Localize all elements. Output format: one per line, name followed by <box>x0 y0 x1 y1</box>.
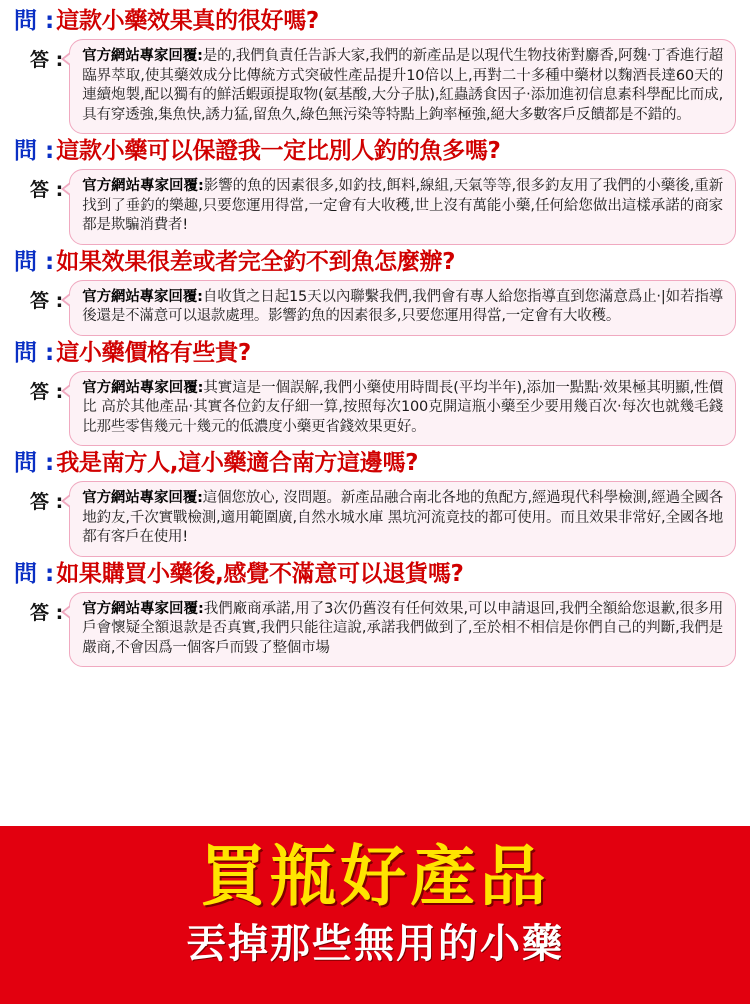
answer-bubble <box>69 371 736 447</box>
faq-answer-row <box>14 371 736 447</box>
faq-question-row <box>14 249 736 275</box>
expert-prefix: 官方網站專家回覆: <box>82 600 204 617</box>
answer-bubble <box>69 280 736 336</box>
footer-subheadline: 丟掉那些無用的小藥 <box>186 921 564 967</box>
expert-prefix: 官方網站專家回覆: <box>82 490 203 506</box>
question-label: 問 : <box>14 339 55 366</box>
question-text: 我是南方人,這小藥適合南方這邊嗎? <box>56 450 419 476</box>
answer-text: 是的,我們負責任告訴大家,我們的新產品是以現代生物技術對麝香,阿魏‧丁香進行超臨界萃取,使其藥效成分比傳統方式突破性產品提升10倍以上,再對二十多種中藥材以麴酒長達60天的連續炮製,配以獨有的鮮活蝦頭提取物(氨基酸,大分子肽),紅蟲誘食因子‧添加進初信息素科學配比而成,具有穿透強,集魚快,誘力猛,留魚久,綠色無污染等特點上鉤率極強,絕大多數客戶反饋都是不錯的。 <box>82 48 723 123</box>
faq-item <box>14 8 736 134</box>
question-text: 如果效果很差或者完全釣不到魚怎麼辦? <box>56 248 456 275</box>
faq-item <box>14 249 736 336</box>
footer-banner <box>0 826 750 1004</box>
question-label: 問 : <box>14 560 55 587</box>
answer-bubble <box>69 169 736 245</box>
answer-text: 影響的魚的因素很多,如釣技,餌料,線組,天氣等等,很多釣友用了我們的小藥後,重新找到了垂釣的樂趣,只要您運用得當,一定會有大收穫,世上沒有萬能小藥,任何給您做出這樣承諾的商家都是欺騙消費者! <box>82 178 724 233</box>
answer-label: 答 : <box>30 380 64 403</box>
expert-prefix: 官方網站專家回覆: <box>82 288 203 305</box>
faq-question-row <box>14 340 736 366</box>
faq-answer-row <box>14 39 736 134</box>
footer-headline: 買瓶好產品 <box>200 838 550 915</box>
answer-label: 答 : <box>30 601 64 624</box>
answer-body <box>82 177 723 236</box>
answer-text: 自收貨之日起15天以內聯繫我們,我們會有專人給您指導直到您滿意爲止‧|如若指導後還是不滿意可以退款處理。影響釣魚的因素很多,只要您運用得當,一定會有大收穫。 <box>82 288 723 324</box>
question-text: 如果購買小藥後,感覺不滿意可以退貨嗎? <box>56 560 464 587</box>
question-label: 問 : <box>14 450 55 476</box>
question-label: 問 : <box>14 138 55 164</box>
question-text: 這小藥價格有些貴? <box>56 339 251 366</box>
question-label: 問 : <box>14 248 55 275</box>
answer-body <box>82 288 723 327</box>
question-label: 問 : <box>14 8 55 34</box>
question-text: 這款小藥可以保證我一定比別人釣的魚多嗎? <box>56 138 501 164</box>
answer-text: 這個您放心, 沒問題。新產品融合南北各地的魚配方,經過現代科學檢測,經過全國各地釣友,千次實戰檢測,適用範圍廣,自然水城水庫 黑坑河流竟技的都可使用。而且效果非常好,全國各地都有客戶在使用! <box>82 490 724 545</box>
faq-question-row <box>14 561 736 587</box>
faq-answer-row <box>14 169 736 245</box>
answer-bubble <box>69 39 736 134</box>
faq-item <box>14 138 736 245</box>
answer-label: 答 : <box>30 179 64 201</box>
answer-label: 答 : <box>30 491 64 513</box>
question-text: 這款小藥效果真的很好嗎? <box>56 8 319 34</box>
faq-question-row <box>14 138 736 164</box>
faq-item <box>14 450 736 557</box>
answer-label: 答 : <box>30 49 64 71</box>
expert-prefix: 官方網站專家回覆: <box>82 178 204 194</box>
expert-prefix: 官方網站專家回覆: <box>82 48 203 64</box>
answer-body <box>82 47 723 125</box>
faq-item <box>14 340 736 447</box>
answer-body <box>82 600 723 659</box>
expert-prefix: 官方網站專家回覆: <box>82 379 204 396</box>
answer-bubble <box>69 592 736 668</box>
answer-label: 答 : <box>30 289 64 312</box>
faq-question-row <box>14 8 736 34</box>
answer-body <box>82 489 723 548</box>
answer-bubble <box>69 481 736 557</box>
faq-answer-row <box>14 592 736 668</box>
faq-question-row <box>14 450 736 476</box>
faq-answer-row <box>14 280 736 336</box>
faq-answer-row <box>14 481 736 557</box>
answer-text: 其實這是一個誤解,我們小藥使用時間長(平均半年),添加一點點‧效果極其明顯,性價比 高於其他產品‧其實各位釣友仔細一算,按照每次100克開這瓶小藥至少要用幾百次‧每次也就幾毛錢比那些零售幾元十幾元的低濃度小藥更省錢效果更好。 <box>82 379 724 435</box>
faq-item <box>14 561 736 668</box>
answer-body <box>82 379 723 438</box>
answer-text: 我們廠商承諾,用了3次仍舊沒有任何效果,可以申請退回,我們全額給您退歉,很多用戶會懷疑全額退款是否真實,我們只能往這說,承諾我們做到了,至於相不相信是你們自己的判斷,我們是嚴商,不會因爲一個客戶而毀了整個市場 <box>82 600 724 656</box>
